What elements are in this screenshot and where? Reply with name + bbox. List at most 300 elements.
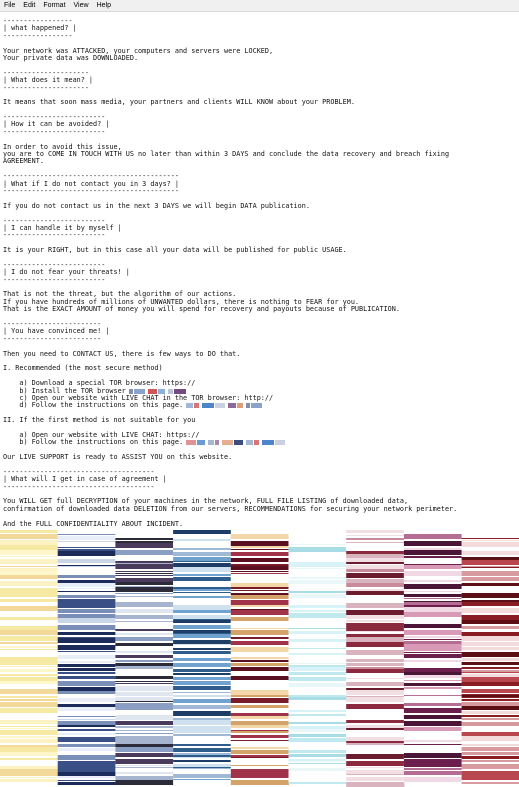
glitch-stripe (289, 759, 347, 761)
glitch-stripe (115, 555, 173, 560)
glitch-stripe (231, 593, 289, 595)
glitch-stripe (462, 777, 519, 780)
glitch-stripe (404, 601, 462, 602)
text-line: ------------------------- (3, 260, 106, 269)
glitch-stripe (289, 649, 347, 652)
glitch-stripe (231, 590, 289, 591)
glitch-stripe (58, 651, 116, 652)
glitch-stripe (346, 627, 404, 631)
glitch-stripe (462, 682, 519, 686)
glitch-stripe (404, 639, 462, 640)
glitch-stripe (173, 574, 231, 576)
glitch-stripe (115, 584, 173, 585)
glitch-stripe (115, 571, 173, 572)
glitch-stripe (115, 686, 173, 691)
glitch-stripe (115, 648, 173, 651)
glitch-stripe (404, 560, 462, 562)
glitch-stripe (0, 747, 58, 752)
glitch-stripe (404, 715, 462, 719)
glitch-stripe (231, 766, 289, 767)
glitch-stripe (115, 655, 173, 658)
glitch-stripe (462, 697, 519, 698)
glitch-stripe (58, 691, 116, 694)
text-line: | I do not fear your threats! | (3, 268, 130, 277)
glitch-stripe (0, 708, 58, 713)
glitch-stripe (231, 716, 289, 719)
glitch-stripe (115, 730, 173, 731)
glitch-stripe (173, 583, 231, 586)
glitch-stripe (231, 630, 289, 634)
glitch-stripe (58, 541, 116, 542)
glitch-stripe (231, 755, 289, 757)
glitch-stripe (0, 652, 58, 656)
glitch-stripe (58, 575, 116, 578)
glitch-stripe (404, 565, 462, 569)
glitch-stripe (115, 624, 173, 629)
glitch-stripe (173, 663, 231, 667)
text-line: If you do not contact us in the next 3 DAYS we will begin DATA publication. (3, 201, 310, 210)
text-line: ----------------- (3, 31, 73, 40)
glitch-stripe (173, 755, 231, 757)
glitch-stripe (289, 710, 347, 712)
glitch-stripe (58, 755, 116, 760)
glitch-stripe (289, 667, 347, 671)
glitch-stripe (462, 674, 519, 677)
glitch-stripe (346, 749, 404, 753)
glitch-stripe (404, 624, 462, 628)
glitch-stripe (231, 671, 289, 675)
glitch-stripe (346, 663, 404, 666)
glitch-stripe (0, 730, 58, 735)
glitch-stripe (404, 649, 462, 651)
glitch-stripe (231, 657, 289, 659)
corrupted-image-strip (0, 530, 519, 783)
glitch-stripe (173, 764, 231, 767)
glitch-stripe (173, 600, 231, 603)
glitch-stripe (462, 747, 519, 751)
glitch-stripe (462, 718, 519, 720)
text-line: b) Install the TOR browser (3, 388, 516, 395)
redacted-url-fragment (174, 389, 186, 394)
glitch-stripe (0, 534, 58, 539)
glitch-stripe (346, 682, 404, 686)
glitch-stripe (462, 677, 519, 682)
glitch-stripe (462, 782, 519, 784)
glitch-stripe (404, 660, 462, 662)
glitch-stripe (115, 543, 173, 548)
glitch-stripe (231, 758, 289, 763)
glitch-stripe (231, 690, 289, 695)
glitch-stripe (289, 628, 347, 629)
glitch-stripe (346, 777, 404, 781)
glitch-stripe (404, 764, 462, 767)
text-line: confirmation of downloaded data DELETION from our servers, RECOMMENDATIONS for securing your network perimeter. (3, 504, 458, 513)
glitch-stripe (0, 720, 58, 724)
glitch-stripe (404, 759, 462, 764)
glitch-stripe (404, 747, 462, 752)
glitch-stripe (346, 620, 404, 622)
glitch-stripe (231, 731, 289, 733)
glitch-stripe (346, 579, 404, 583)
glitch-stripe (58, 583, 116, 587)
glitch-stripe (462, 629, 519, 630)
glitch-stripe (404, 605, 462, 607)
text-line: | What if I do not contact you in 3 days? | (3, 179, 179, 188)
glitch-stripe (0, 696, 58, 698)
glitch-stripe (346, 669, 404, 673)
glitch-stripe (0, 657, 58, 660)
glitch-stripe (231, 609, 289, 610)
glitch-stripe (58, 566, 116, 567)
glitch-stripe (115, 637, 173, 641)
glitch-stripe (346, 720, 404, 723)
text-line: a) Open our website with LIVE CHAT: https:// (3, 430, 200, 439)
glitch-stripe (115, 759, 173, 761)
glitch-stripe (173, 768, 231, 769)
glitch-stripe (462, 760, 519, 762)
glitch-stripe (346, 597, 404, 601)
menu-file[interactable]: File (4, 2, 16, 9)
glitch-stripe (115, 767, 173, 768)
glitch-stripe (289, 777, 347, 780)
glitch-stripe (289, 738, 347, 742)
glitch-stripe (231, 641, 289, 645)
glitch-stripe (173, 539, 231, 541)
redacted-url-fragment (262, 440, 274, 445)
glitch-stripe (404, 768, 462, 770)
glitch-stripe (231, 534, 289, 539)
glitch-stripe (462, 670, 519, 672)
glitch-stripe (231, 622, 289, 627)
glitch-stripe (462, 593, 519, 598)
redacted-url-fragment (222, 440, 233, 445)
glitch-stripe (404, 591, 462, 592)
glitch-stripe (231, 709, 289, 711)
glitch-stripe (462, 706, 519, 710)
glitch-stripe (0, 777, 58, 778)
glitch-stripe (58, 565, 116, 566)
glitch-stripe (346, 667, 404, 669)
text-line: ------------------------------------------- (3, 172, 179, 181)
glitch-stripe (173, 771, 231, 773)
glitch-stripe (231, 713, 289, 716)
glitch-stripe (173, 625, 231, 629)
glitch-stripe (173, 711, 231, 716)
glitch-stripe (404, 580, 462, 582)
glitch-stripe (289, 594, 347, 598)
redacted-url-fragment (215, 403, 225, 408)
glitch-stripe (0, 726, 58, 727)
glitch-stripe (231, 587, 289, 589)
glitch-stripe (173, 748, 231, 752)
glitch-stripe (462, 577, 519, 581)
glitch-stripe (173, 731, 231, 733)
glitch-stripe (58, 604, 116, 608)
glitch-stripe (173, 782, 231, 785)
glitch-stripe (173, 695, 231, 697)
glitch-stripe (173, 677, 231, 680)
glitch-stripe (0, 752, 58, 756)
glitch-stripe (289, 642, 347, 646)
glitch-stripe (58, 744, 116, 747)
glitch-stripe (346, 761, 404, 766)
glitch-stripe (0, 677, 58, 681)
glitch-stripe (404, 687, 462, 689)
glitch-stripe (462, 615, 519, 620)
glitch-stripe (0, 689, 58, 694)
glitch-stripe (346, 642, 404, 647)
glitch-stripe (173, 620, 231, 623)
glitch-stripe (115, 721, 173, 725)
glitch-stripe (462, 736, 519, 741)
text-line: That is the EXACT AMOUNT of money you will spend for recovery and payouts because of PUBLICATION. (3, 305, 400, 314)
glitch-stripe (462, 667, 519, 669)
text-line: ------------------------------------- (3, 482, 155, 491)
glitch-stripe (462, 608, 519, 613)
glitch-stripe (346, 569, 404, 572)
menu-help[interactable]: Help (96, 2, 111, 9)
glitch-stripe (115, 596, 173, 597)
glitch-stripe (404, 703, 462, 706)
glitch-stripe (231, 552, 289, 556)
glitch-stripe (0, 666, 58, 667)
glitch-stripe (346, 688, 404, 690)
glitch-stripe (404, 695, 462, 696)
glitch-stripe (462, 602, 519, 606)
glitch-stripe (231, 546, 289, 548)
glitch-stripe (115, 582, 173, 584)
glitch-stripe (0, 606, 58, 611)
glitch-stripe (346, 704, 404, 709)
glitch-stripe (462, 764, 519, 769)
glitch-stripe (58, 672, 116, 674)
text-line: ------------------------- (3, 127, 106, 136)
text-line: You WILL GET full DECRYPTION of your machines in the network, FULL FILE LISTING of downloaded data, (3, 497, 409, 506)
glitch-stripe (231, 647, 289, 652)
redacted-url-fragment (186, 440, 196, 445)
glitch-stripe (58, 544, 116, 547)
text-line: --------------------- (3, 83, 89, 92)
glitch-stripe (231, 580, 289, 583)
glitch-stripe (404, 727, 462, 731)
glitch-stripe (231, 628, 289, 629)
glitch-stripe (462, 567, 519, 568)
glitch-stripe (289, 623, 347, 628)
text-line: --------------------- (3, 68, 89, 77)
text-line: In order to avoid this issue, (3, 142, 122, 151)
glitch-stripe (115, 575, 173, 576)
glitch-stripe (462, 688, 519, 689)
menu-edit[interactable]: Edit (23, 2, 36, 9)
glitch-stripe (58, 780, 116, 781)
menu-format[interactable]: Format (43, 2, 66, 9)
glitch-stripe (462, 715, 519, 717)
glitch-stripe (58, 536, 116, 540)
redacted-url-fragment (158, 389, 165, 394)
glitch-stripe (462, 557, 519, 560)
glitch-stripe (404, 740, 462, 742)
glitch-stripe (462, 726, 519, 730)
glitch-stripe (231, 730, 289, 731)
glitch-stripe (462, 771, 519, 772)
glitch-stripe (231, 541, 289, 546)
glitch-stripe (289, 746, 347, 748)
glitch-stripe (289, 585, 347, 589)
glitch-stripe (289, 557, 347, 561)
glitch-stripe (404, 744, 462, 745)
glitch-stripe (462, 566, 519, 567)
glitch-stripe (404, 721, 462, 726)
glitch-stripe (115, 711, 173, 715)
redacted-url-fragment (228, 403, 236, 408)
glitch-stripe (58, 737, 116, 742)
glitch-stripe (462, 560, 519, 565)
glitch-stripe (231, 765, 289, 766)
glitch-stripe (289, 631, 347, 634)
glitch-stripe (346, 743, 404, 745)
glitch-stripe (115, 776, 173, 780)
glitch-stripe (173, 577, 231, 581)
glitch-stripe (404, 594, 462, 597)
glitch-stripe (404, 664, 462, 666)
glitch-stripe (346, 554, 404, 558)
glitch-stripe (462, 741, 519, 744)
glitch-stripe (404, 631, 462, 635)
glitch-stripe (462, 542, 519, 547)
glitch-stripe (115, 561, 173, 563)
glitch-stripe (58, 668, 116, 671)
glitch-stripe (231, 637, 289, 639)
glitch-stripe (58, 645, 116, 650)
glitch-stripe (0, 736, 58, 738)
menu-bar (0, 0, 519, 12)
glitch-stripe (404, 556, 462, 558)
glitch-stripe (115, 681, 173, 682)
ransom-note-text[interactable] (0, 12, 519, 530)
glitch-stripe (462, 540, 519, 541)
glitch-stripe (404, 598, 462, 599)
text-line: I. Recommended (the most secure method) (3, 364, 163, 373)
glitch-stripe (289, 754, 347, 757)
glitch-stripe (404, 690, 462, 693)
glitch-stripe (346, 679, 404, 681)
menu-view[interactable]: View (73, 2, 89, 9)
glitch-stripe (115, 705, 173, 710)
glitch-stripe (289, 544, 347, 545)
redacted-url-fragment (251, 403, 262, 408)
glitch-stripe (0, 779, 58, 782)
text-line: It means that soon mass media, your partners and clients WILL KNOW about your PROBLEM. (3, 98, 355, 107)
glitch-stripe (289, 562, 347, 567)
glitch-stripe (115, 609, 173, 613)
glitch-stripe (346, 782, 404, 787)
glitch-stripe (0, 681, 58, 684)
glitch-stripe (115, 663, 173, 666)
glitch-stripe (404, 630, 462, 631)
glitch-stripe (346, 767, 404, 768)
glitch-stripe (115, 753, 173, 757)
text-line: That is not the threat, but the algorithm of our actions. (3, 290, 237, 299)
glitch-stripe (115, 666, 173, 669)
glitch-stripe (173, 654, 231, 657)
glitch-stripe (58, 772, 116, 776)
glitch-stripe (173, 615, 231, 619)
glitch-stripe (58, 729, 116, 731)
glitch-stripe (231, 725, 289, 728)
glitch-stripe (289, 683, 347, 687)
glitch-stripe (0, 714, 58, 719)
glitch-stripe (115, 697, 173, 701)
glitch-stripe (289, 768, 347, 771)
glitch-stripe (58, 761, 116, 762)
glitch-stripe (462, 626, 519, 629)
glitch-stripe (231, 660, 289, 662)
glitch-stripe (173, 720, 231, 725)
text-line: b) Follow the instructions on this page. (3, 439, 516, 446)
glitch-stripe (115, 701, 173, 702)
glitch-stripe (404, 771, 462, 775)
glitch-stripe (404, 541, 462, 546)
glitch-stripe (115, 660, 173, 662)
glitch-stripe (58, 618, 116, 623)
glitch-stripe (58, 547, 116, 548)
glitch-stripe (173, 610, 231, 613)
glitch-stripe (0, 642, 58, 644)
glitch-stripe (115, 573, 173, 574)
glitch-stripe (346, 535, 404, 536)
glitch-stripe (115, 651, 173, 653)
glitch-stripe (289, 782, 347, 784)
glitch-stripe (404, 619, 462, 623)
glitch-stripe (115, 769, 173, 771)
glitch-stripe (231, 750, 289, 754)
glitch-stripe (231, 705, 289, 708)
glitch-stripe (346, 573, 404, 578)
glitch-stripe (115, 740, 173, 744)
text-line: | I can handle it by myself | (3, 223, 122, 232)
redacted-url-fragment (186, 403, 193, 408)
glitch-stripe (289, 656, 347, 661)
glitch-stripe (346, 637, 404, 642)
redacted-url-fragment (246, 440, 253, 445)
glitch-stripe (58, 719, 116, 720)
glitch-stripe (462, 662, 519, 665)
glitch-stripe (173, 702, 231, 703)
glitch-stripe (231, 564, 289, 566)
glitch-stripe (58, 752, 116, 753)
glitch-stripe (0, 669, 58, 672)
glitch-stripe (289, 568, 347, 569)
glitch-stripe (231, 681, 289, 684)
glitch-stripe (115, 643, 173, 646)
glitch-stripe (58, 625, 116, 630)
glitch-stripe (0, 739, 58, 743)
glitch-stripe (231, 769, 289, 774)
glitch-stripe (173, 692, 231, 693)
text-line: | You have convinced me! | (3, 327, 110, 336)
glitch-stripe (115, 599, 173, 600)
glitch-stripe (462, 647, 519, 650)
glitch-stripe (346, 657, 404, 659)
glitch-stripe (58, 695, 116, 696)
glitch-stripe (231, 605, 289, 607)
glitch-stripe (231, 558, 289, 562)
glitch-stripe (289, 766, 347, 768)
glitch-stripe (231, 634, 289, 635)
redacted-url-fragment (197, 440, 205, 445)
glitch-stripe (115, 564, 173, 569)
text-line: ------------------------- (3, 275, 106, 284)
